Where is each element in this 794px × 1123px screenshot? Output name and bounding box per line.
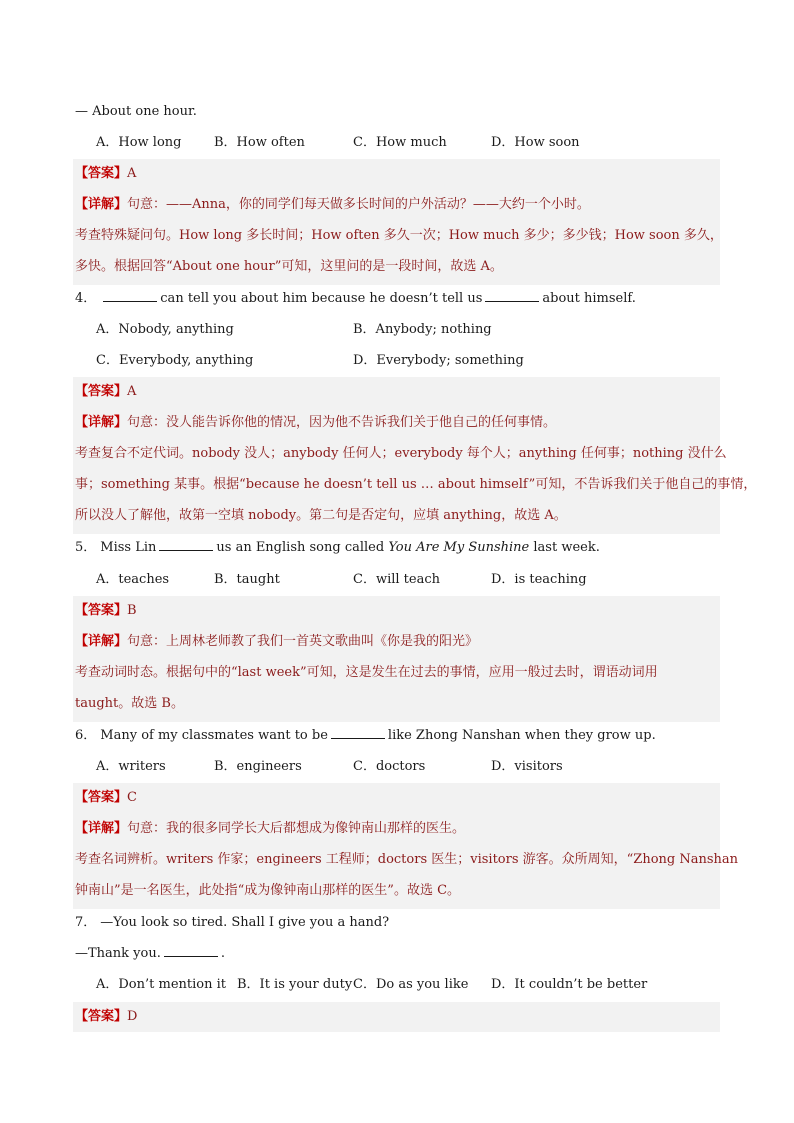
stem-text: Many of my classmates want to be <box>100 728 328 743</box>
answer-blank <box>485 289 539 302</box>
q7-option-a: A．Don’t mention it <box>96 977 226 992</box>
q7-option-b: B．It is your duty <box>237 977 353 992</box>
q6-option-d: D．visitors <box>491 759 563 774</box>
answer-value: A <box>127 384 137 399</box>
question-number: 5． <box>75 540 97 555</box>
answer-blank <box>103 289 157 302</box>
q6-answer-block <box>73 783 739 909</box>
stem-text: us an English song called <box>216 540 385 555</box>
q5-detail-line-3: taught。故选 B。 <box>75 696 184 711</box>
detail-tag: 【详解】 <box>75 634 128 649</box>
detail-text: 句意：我的很多同学长大后都想成为像钟南山那样的医生。 <box>127 821 466 836</box>
answer-value: C <box>127 790 137 805</box>
q6-option-a: A．writers <box>96 759 166 774</box>
q3-detail-line-2: 考查特殊疑问句。How long 多长时间；How often 多久一次；How much 多少；多少钱；How soon 多久， <box>75 228 723 243</box>
q4-option-a: A．Nobody, anything <box>96 322 234 337</box>
song-title: You Are My Sunshine <box>388 540 530 555</box>
q4-option-c: C．Everybody, anything <box>96 353 254 368</box>
question-number: 6． <box>75 728 97 743</box>
q5-option-a: A．teaches <box>96 572 170 587</box>
q4-answer-block <box>73 377 757 534</box>
stem-text: —You look so tired. Shall I give you a hand? <box>100 915 390 930</box>
answer-tag: 【答案】 <box>75 166 128 181</box>
q6-detail-line-2: 考查名词辨析。writers 作家；engineers 工程师；doctors 医生；visitors 游客。众所周知，“Zhong Nanshan <box>75 852 739 867</box>
q5-option-b: B．taught <box>214 572 280 587</box>
detail-text: 句意：没人能告诉你他的情况，因为他不告诉我们关于他自己的任何事情。 <box>127 415 557 430</box>
q5-option-d: D．is teaching <box>491 572 587 587</box>
answer-tag: 【答案】 <box>75 1009 128 1024</box>
q3-option-a: A．How long <box>96 135 182 150</box>
q5-answer-block <box>73 596 720 722</box>
q3-answer-block <box>73 159 723 285</box>
q4-detail-line-4: 所以没人了解他，故第一空填 nobody。第二句是否定句，应填 anything，故选 A。 <box>75 508 567 523</box>
q4-detail-line-3: 事；something 某事。根据“because he doesn’t tell us … about himself”可知，不告诉我们关于他自己的事情， <box>75 477 757 492</box>
q7-stem-line-1 <box>75 913 389 933</box>
question-number: 7． <box>75 915 97 930</box>
q4-detail-line-2: 考查复合不定代词。nobody 没人；anybody 任何人；everybody 每个人；anything 任何事；nothing 没什么 <box>75 446 727 461</box>
q5-answer-line <box>75 601 137 621</box>
q5-detail-line-1 <box>75 632 478 652</box>
detail-tag: 【详解】 <box>75 821 128 836</box>
stem-text: . <box>220 946 225 961</box>
answer-value: D <box>127 1009 138 1024</box>
q7-stem-line-2 <box>75 944 225 964</box>
stem-text: about himself. <box>542 291 636 306</box>
q6-option-b: B．engineers <box>214 759 302 774</box>
q7-option-c: C．Do as you like <box>353 977 469 992</box>
stem-text: like Zhong Nanshan when they grow up. <box>387 728 656 743</box>
q4-option-d: D．Everybody; something <box>353 353 524 368</box>
q6-answer-line <box>75 788 137 808</box>
q5-stem <box>75 538 600 558</box>
stem-text: Miss Lin <box>100 540 157 555</box>
q3-detail-line-1 <box>75 195 590 215</box>
q3-detail-line-3: 多快。根据回答“About one hour”可知，这里问的是一段时间，故选 A。 <box>75 259 503 274</box>
q4-stem <box>75 289 636 309</box>
detail-text: 句意：——Anna，你的同学们每天做多长时间的户外活动？——大约一个小时。 <box>127 197 590 212</box>
q6-detail-line-1 <box>75 819 465 839</box>
answer-value: A <box>127 166 137 181</box>
q4-option-b: B．Anybody; nothing <box>353 322 492 337</box>
answer-value: B <box>127 603 137 618</box>
q3-option-c: C．How much <box>353 135 447 150</box>
stem-text: —Thank you. <box>75 946 161 961</box>
answer-tag: 【答案】 <box>75 790 128 805</box>
q7-answer-line <box>75 1007 137 1027</box>
question-number: 4． <box>75 291 97 306</box>
q5-detail-line-2: 考查动词时态。根据句中的“last week”可知，这是发生在过去的事情，应用一般过去时，谓语动词用 <box>75 665 658 680</box>
q6-stem <box>75 726 656 746</box>
stem-text: can tell you about him because he doesn’t tell us <box>160 291 483 306</box>
answer-tag: 【答案】 <box>75 603 128 618</box>
answer-tag: 【答案】 <box>75 384 128 399</box>
q7-option-d: D．It couldn’t be better <box>491 977 648 992</box>
q4-detail-line-1 <box>75 413 556 433</box>
q3-reply: — About one hour. <box>75 104 197 119</box>
stem-text: last week. <box>533 540 600 555</box>
q3-answer-line <box>75 164 136 184</box>
answer-blank <box>331 726 385 739</box>
detail-text: 句意：上周林老师教了我们一首英文歌曲叫《你是我的阳光》 <box>127 634 479 649</box>
detail-tag: 【详解】 <box>75 197 128 212</box>
detail-tag: 【详解】 <box>75 415 128 430</box>
q6-detail-line-3: 钟南山”是一名医生，此处指“成为像钟南山那样的医生”。故选 C。 <box>75 883 461 898</box>
q4-answer-line <box>75 382 136 402</box>
q5-option-c: C．will teach <box>353 572 441 587</box>
q3-option-d: D．How soon <box>491 135 580 150</box>
q6-option-c: C．doctors <box>353 759 426 774</box>
answer-blank <box>164 944 218 957</box>
q7-answer-block <box>73 1002 720 1032</box>
q3-option-b: B．How often <box>214 135 305 150</box>
answer-blank <box>159 538 213 551</box>
